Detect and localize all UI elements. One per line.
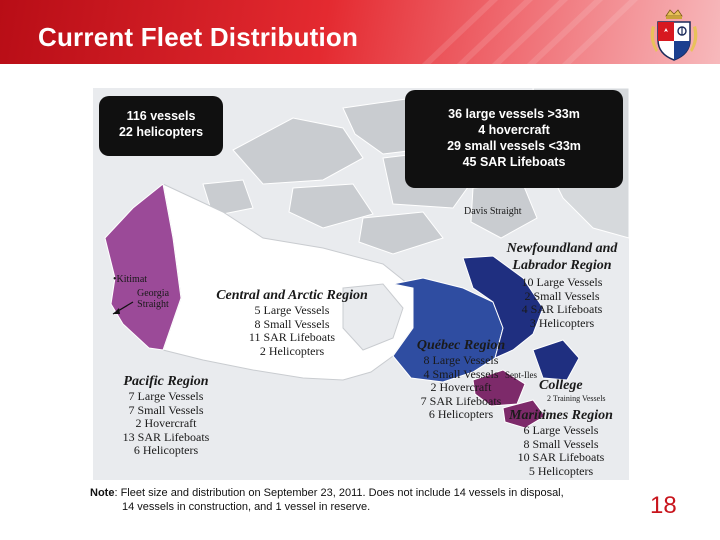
note-label: Note: [90, 487, 115, 499]
slide-title: Current Fleet Distribution: [38, 22, 359, 52]
georgia-strait-label: [137, 288, 169, 310]
newfoundland-region-stat: 10 Large Vessels: [521, 275, 603, 289]
central-arctic-region-stat: 5 Large Vessels: [254, 303, 330, 317]
newfoundland-region-block: [499, 240, 625, 330]
central-arctic-region-block: [203, 288, 381, 358]
georgia-strait-line: Straight: [137, 299, 169, 310]
newfoundland-region-name: Newfoundland and: [506, 241, 618, 256]
west-callout-line: 116 vessels: [126, 109, 196, 123]
central-arctic-region-stat: 8 Small Vessels: [254, 316, 330, 331]
central-arctic-region-stat: 2 Helicopters: [259, 343, 325, 358]
newfoundland-region-name: Labrador Region: [512, 258, 612, 273]
maritimes-region-stat: 10 SAR Lifeboats: [517, 450, 605, 464]
college-label: College: [539, 378, 583, 393]
maritimes-region-stat: 8 Small Vessels: [523, 436, 599, 451]
east-callout-line: 29 small vessels <33m: [447, 139, 581, 153]
quebec-region-stat: 6 Helicopters: [428, 407, 494, 421]
central-arctic-region-stat: 11 SAR Lifeboats: [248, 330, 336, 344]
maritimes-region-block: [499, 408, 623, 478]
west-callout-line: 22 helicopters: [118, 125, 204, 139]
maritimes-region-stat: 5 Helicopters: [528, 463, 594, 478]
pacific-region-block: [101, 374, 231, 458]
quebec-region-block: [411, 338, 511, 422]
pacific-region-stat: 7 Small Vessels: [128, 402, 204, 417]
college-training-vessels-label: 2 Training Vessels: [547, 394, 606, 403]
quebec-region-stat: 8 Large Vessels: [423, 353, 499, 367]
maritimes-region-stat: 6 Large Vessels: [523, 423, 599, 437]
newfoundland-region-stat: 3 Helicopters: [529, 315, 595, 330]
east-fleet-callout: [405, 90, 623, 188]
east-callout-line: 4 hovercraft: [478, 123, 550, 137]
quebec-region-stat: 2 Hovercraft: [430, 380, 492, 394]
pacific-region-name: Pacific Region: [123, 374, 209, 389]
coast-guard-crest-icon: [644, 6, 704, 64]
note-text: : Fleet size and distribution on September 23, 2011. Does not include 14 vessels in disposal,: [114, 487, 564, 499]
quebec-region-stat: 7 SAR Lifeboats: [420, 393, 502, 408]
central-arctic-region-name: Central and Arctic Region: [216, 288, 368, 303]
newfoundland-region-stat: 4 SAR Lifeboats: [521, 302, 603, 316]
sept-iles-label: Sept-Iles: [505, 370, 537, 380]
fleet-note-line-2: 14 vessels in construction, and 1 vessel in reserve.: [122, 501, 371, 513]
quebec-region-name: Québec Region: [416, 338, 506, 353]
pacific-region-stat: 13 SAR Lifeboats: [122, 429, 210, 444]
quebec-region-stat: 4 Small Vessels: [423, 366, 499, 381]
pacific-region-stat: 7 Large Vessels: [128, 389, 204, 403]
fleet-note: [90, 486, 630, 514]
west-fleet-callout: [99, 96, 223, 156]
maritimes-region-name: Maritimes Region: [509, 408, 613, 423]
kitimat-label: •Kitimat: [113, 274, 148, 285]
pacific-region-stat: 2 Hovercraft: [135, 416, 197, 430]
davis-strait-label: Davis Straight: [464, 206, 522, 217]
canada-region-map: [93, 88, 629, 480]
slide-header: [0, 0, 720, 64]
pacific-region-stat: 6 Helicopters: [133, 443, 199, 457]
newfoundland-region-stat: 2 Small Vessels: [524, 288, 600, 303]
georgia-strait-line: Georgia: [137, 288, 170, 299]
fleet-note-line-1: [90, 486, 630, 500]
east-callout-line: 45 SAR Lifeboats: [462, 155, 566, 169]
page-number: 18: [650, 492, 677, 519]
east-callout-line: 36 large vessels >33m: [448, 107, 580, 121]
